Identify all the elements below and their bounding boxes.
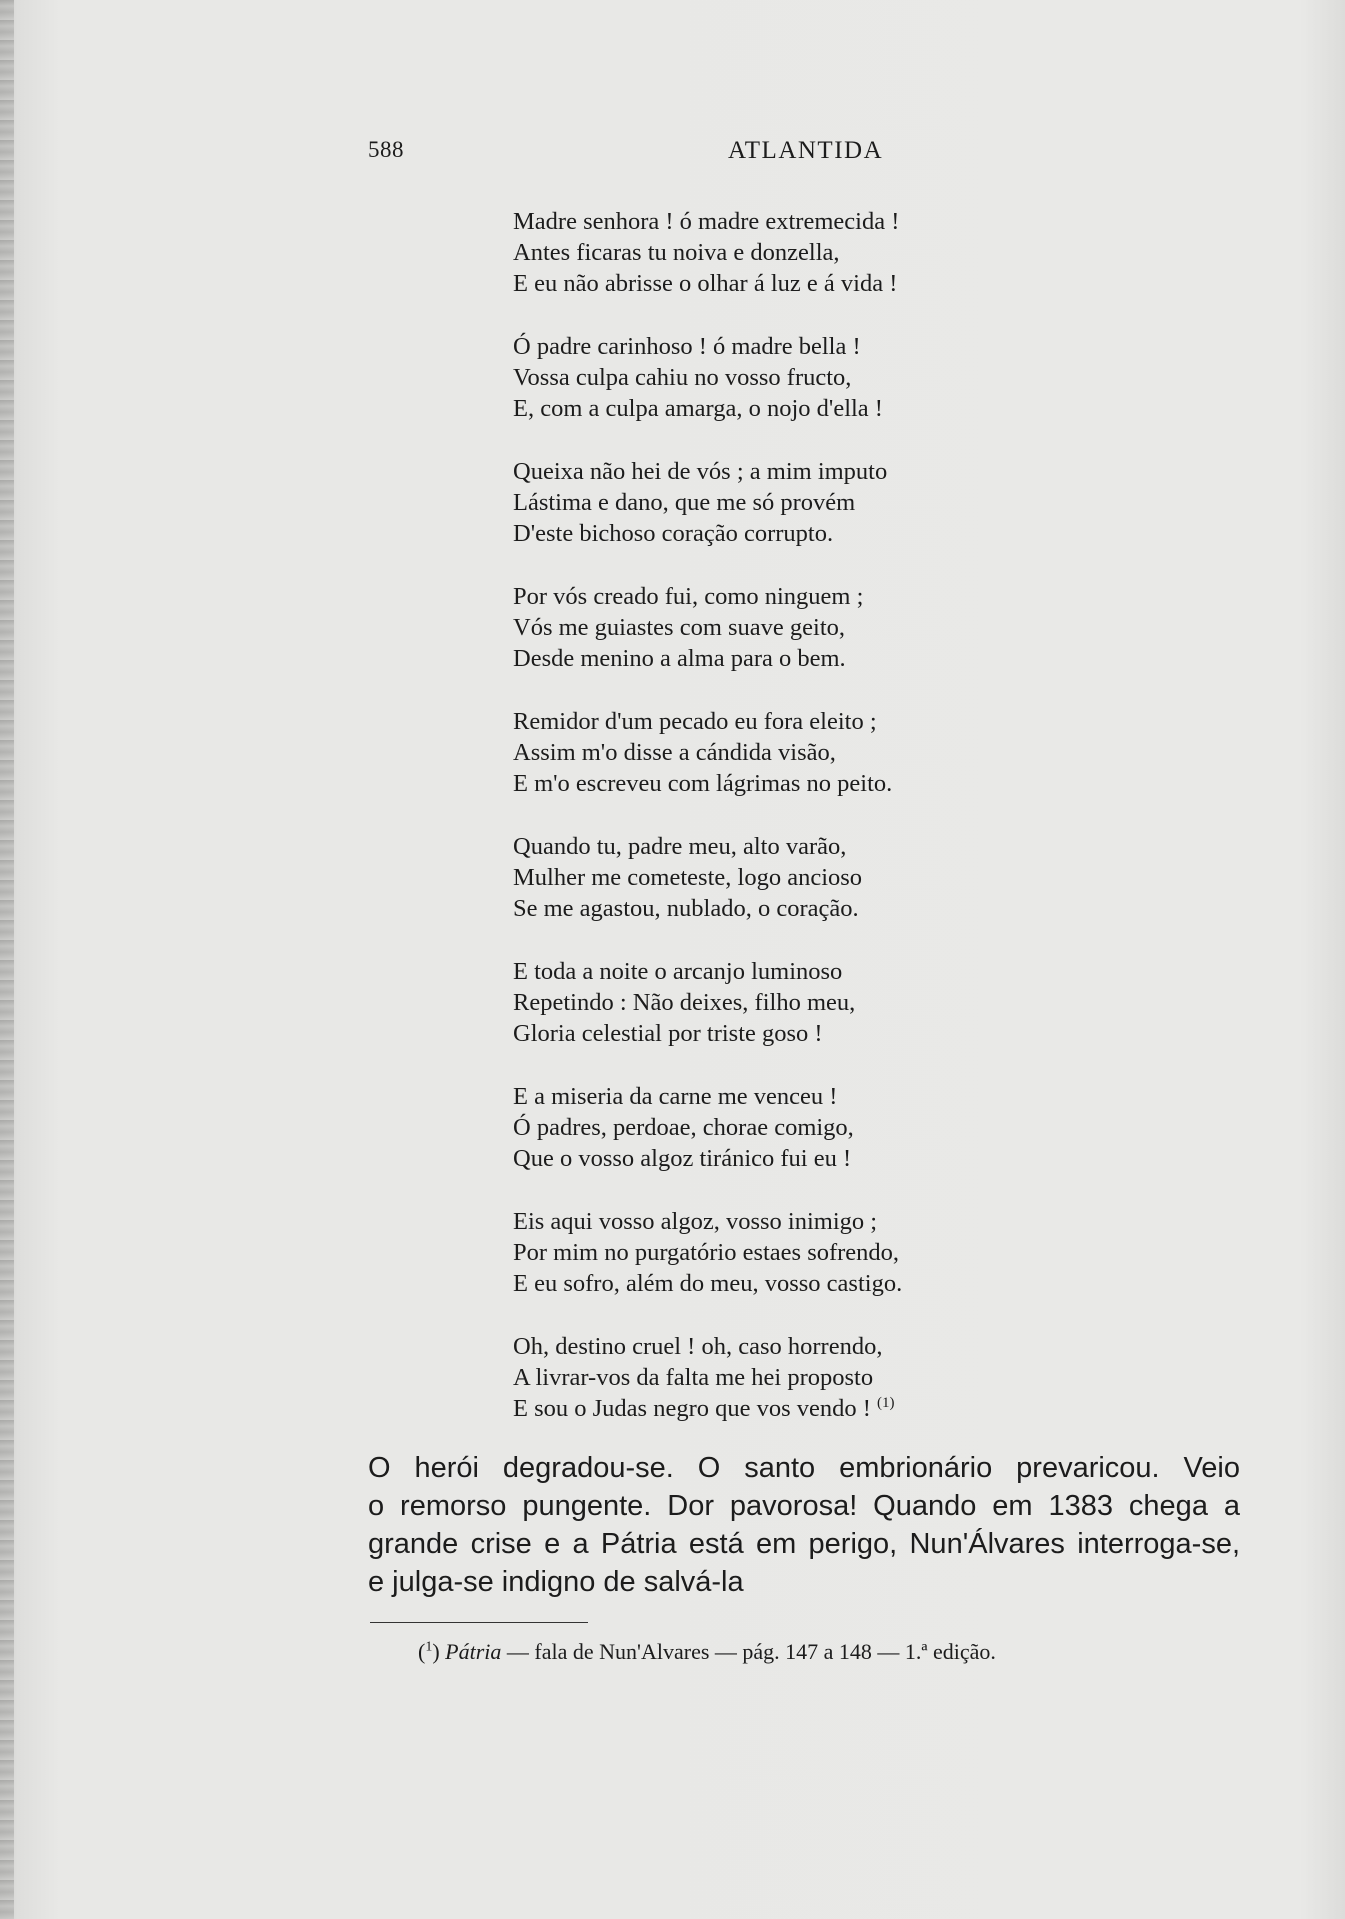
running-head [368, 137, 898, 171]
poem-verse: Antes ficaras tu noiva e donzella, [513, 239, 840, 266]
poem-verse: Desde menino a alma para o bem. [513, 645, 846, 672]
poem-verse: Se me agastou, nublado, o coração. [513, 895, 859, 922]
running-title: ATLANTIDA [728, 137, 884, 164]
prose-line: o remorso pungente. Dor pavorosa! Quando em 1383 chega a [368, 1490, 1240, 1522]
footnote-close-paren: ) [432, 1639, 440, 1664]
poem-verse: E a miseria da carne me venceu ! [513, 1083, 838, 1110]
prose-line: O herói degradou-se. O santo embrionário prevaricou. Veio [368, 1452, 1240, 1484]
poem-verse: E m'o escreveu com lágrimas no peito. [513, 770, 893, 797]
poem-verse: Repetindo : Não deixes, filho meu, [513, 989, 856, 1016]
poem-stanza [513, 706, 1073, 799]
footnote-work-title: Pátria [445, 1639, 502, 1664]
poem-verse: Assim m'o disse a cándida visão, [513, 739, 836, 766]
prose-line: e julga-se indigno de salvá-la [368, 1566, 744, 1598]
poem-verse: Por vós creado fui, como ninguem ; [513, 583, 864, 610]
poem-verse: Quando tu, padre meu, alto varão, [513, 833, 847, 860]
poem-verse: Lástima e dano, que me só provém [513, 489, 856, 516]
page-number: 588 [368, 137, 404, 162]
poem-verse: Oh, destino cruel ! oh, caso horrendo, [513, 1333, 883, 1360]
poem-verse: Eis aqui vosso algoz, vosso inimigo ; [513, 1208, 878, 1235]
poem-stanza [513, 1331, 1073, 1424]
poem-verse: D'este bichoso coração corrupto. [513, 520, 834, 547]
poem-verse: Ó padre carinhoso ! ó madre bella ! [513, 333, 861, 360]
poem-verse: Que o vosso algoz tiránico fui eu ! [513, 1145, 852, 1172]
poem-stanza [513, 331, 1073, 424]
poem-stanza [513, 1081, 1073, 1174]
poem-verse: Vossa culpa cahiu no vosso fructo, [513, 364, 852, 391]
poem-verse: Madre senhora ! ó madre extremecida ! [513, 208, 900, 235]
poem-verse: Gloria celestial por triste goso ! [513, 1020, 823, 1047]
poem-stanza [513, 1206, 1073, 1299]
poem-stanza [513, 956, 1073, 1049]
poem-verse: E eu sofro, além do meu, vosso castigo. [513, 1270, 903, 1297]
poem-verse: E, com a culpa amarga, o nojo d'ella ! [513, 395, 883, 422]
poem-verse: Queixa não hei de vós ; a mim imputo [513, 458, 888, 485]
poem-verse: Ó padres, perdoae, chorae comigo, [513, 1114, 854, 1141]
poem-verse: Vós me guiastes com suave geito, [513, 614, 846, 641]
footnote-divider [370, 1622, 588, 1623]
prose-line: grande crise e a Pátria está em perigo, Nun'Álvares interroga-se, [368, 1528, 1240, 1560]
poem-stanza [513, 456, 1073, 549]
poem-stanza [513, 581, 1073, 674]
poem-verse: Mulher me cometeste, logo ancioso [513, 864, 863, 891]
poem-verse: A livrar-vos da falta me hei proposto [513, 1364, 874, 1391]
prose-paragraph [368, 1449, 1240, 1601]
poem-stanza [513, 831, 1073, 924]
poem-verse: E sou o Judas negro que vos vendo ! $^{(1)}$ [513, 1394, 895, 1422]
footnote-reference: (1) [877, 1394, 895, 1411]
footnote [418, 1639, 996, 1665]
poem-verse: Remidor d'um pecado eu fora eleito ; [513, 708, 877, 735]
poem-verse: E toda a noite o arcanjo luminoso [513, 958, 843, 985]
poem-verse: Por mim no purgatório estaes sofrendo, [513, 1239, 900, 1266]
page-spine-edge [0, 0, 14, 1919]
footnote-text: — fala de Nun'Alvares — pág. 147 a 148 — 1.ª edição. [501, 1639, 996, 1664]
poem-verse: E eu não abrisse o olhar á luz e á vida ! [513, 270, 898, 297]
footnote-open-paren: ( [418, 1639, 426, 1664]
footnote-mark: 1 [425, 1639, 433, 1655]
poem [513, 206, 1073, 1456]
poem-stanza [513, 206, 1073, 299]
